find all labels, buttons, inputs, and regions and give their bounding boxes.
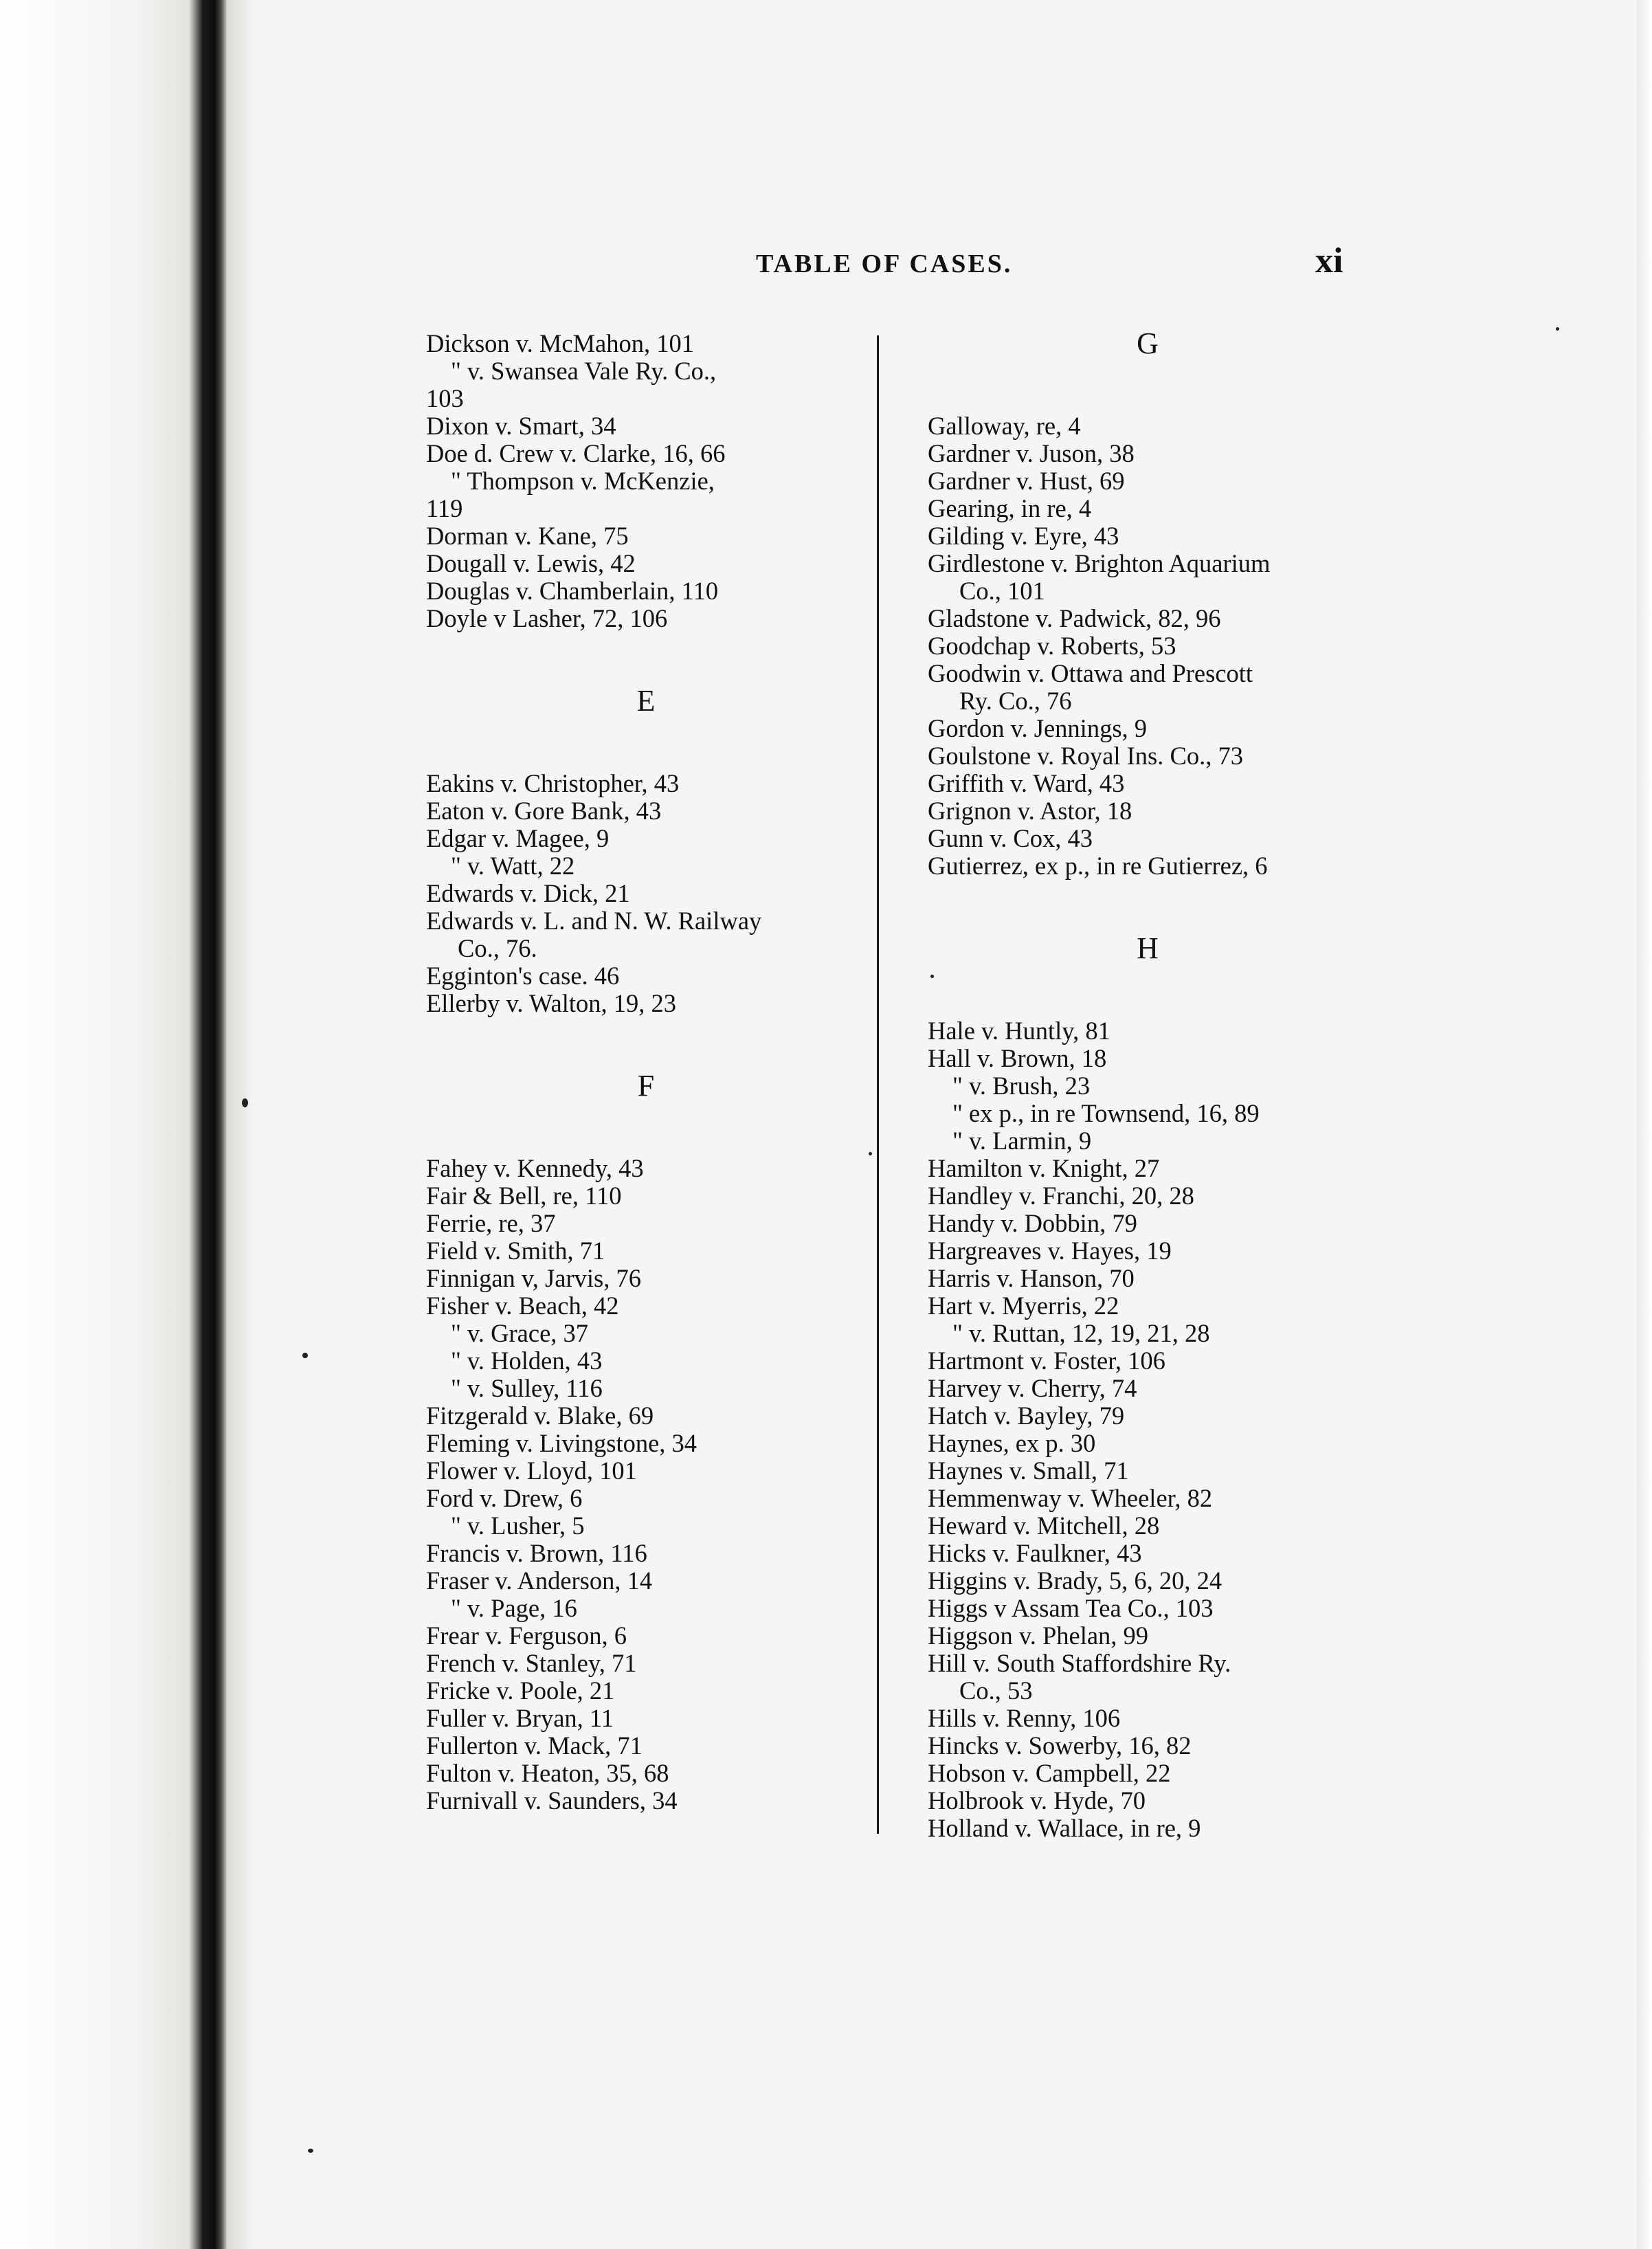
section-spacer bbox=[928, 962, 1368, 1017]
case-entry: Griffith v. Ward, 43 bbox=[928, 769, 1125, 797]
case-entry: " v. Lusher, 5 bbox=[451, 1511, 585, 1540]
case-entry-continuation: Co., 76. bbox=[458, 934, 537, 962]
case-entry: 103 bbox=[426, 384, 464, 412]
case-entry: Gearing, in re, 4 bbox=[928, 494, 1092, 522]
case-entry: Holland v. Wallace, in re, 9 bbox=[928, 1814, 1201, 1842]
page-gutter-shadow bbox=[227, 0, 254, 2249]
case-entry: Field v. Smith, 71 bbox=[426, 1237, 605, 1265]
case-entry: Galloway, re, 4 bbox=[928, 412, 1081, 440]
section-letter: E bbox=[636, 684, 656, 718]
page-speck bbox=[1556, 327, 1559, 331]
page-speck bbox=[242, 1098, 248, 1107]
case-entry: 119 bbox=[426, 494, 463, 522]
case-entry: " ex p., in re Townsend, 16, 89 bbox=[952, 1099, 1260, 1127]
case-entry: Fitzgerald v. Blake, 69 bbox=[426, 1402, 654, 1430]
case-entry: Gardner v. Hust, 69 bbox=[928, 467, 1125, 495]
case-entry: Hemmenway v. Wheeler, 82 bbox=[928, 1484, 1213, 1512]
case-entry: Hatch v. Bayley, 79 bbox=[928, 1402, 1125, 1430]
case-entry: " v. Sulley, 116 bbox=[451, 1374, 603, 1402]
section-letter: G bbox=[1137, 326, 1159, 360]
case-entry: Gunn v. Cox, 43 bbox=[928, 824, 1093, 852]
case-entry: Fraser v. Anderson, 14 bbox=[426, 1566, 653, 1595]
case-entry: Fahey v. Kennedy, 43 bbox=[426, 1154, 644, 1182]
case-entry: Edgar v. Magee, 9 bbox=[426, 824, 610, 852]
section-letter: F bbox=[637, 1069, 655, 1103]
page-speck bbox=[930, 975, 934, 978]
page-speck bbox=[302, 1353, 308, 1358]
case-entry: Hill v. South Staffordshire Ry. bbox=[928, 1649, 1231, 1677]
case-entry: Goodchap v. Roberts, 53 bbox=[928, 632, 1176, 660]
case-entry: Finnigan v, Jarvis, 76 bbox=[426, 1264, 641, 1292]
case-entry: Edwards v. L. and N. W. Railway bbox=[426, 907, 762, 935]
case-entry: Furnivall v. Saunders, 34 bbox=[426, 1786, 678, 1815]
case-entry: Doe d. Crew v. Clarke, 16, 66 bbox=[426, 439, 726, 467]
case-entry: Handley v. Franchi, 20, 28 bbox=[928, 1182, 1194, 1210]
book-binding-edge bbox=[0, 0, 227, 2249]
case-entry: Ellerby v. Walton, 19, 23 bbox=[426, 989, 677, 1017]
case-entry: Fuller v. Bryan, 11 bbox=[426, 1704, 614, 1732]
left-column bbox=[426, 330, 866, 1815]
case-entry-continuation: Co., 53 bbox=[959, 1676, 1033, 1705]
case-entry: Eaton v. Gore Bank, 43 bbox=[426, 797, 662, 825]
case-entry: Girdlestone v. Brighton Aquarium bbox=[928, 549, 1271, 577]
case-entry: Gilding v. Eyre, 43 bbox=[928, 522, 1119, 550]
case-entry: " v. Grace, 37 bbox=[451, 1319, 589, 1347]
section-spacer bbox=[426, 632, 866, 687]
page-speck bbox=[869, 1152, 872, 1155]
section-spacer bbox=[426, 1100, 866, 1155]
section-spacer bbox=[928, 357, 1368, 412]
case-entry: Egginton's case. 46 bbox=[426, 962, 620, 990]
case-entry: Gardner v. Juson, 38 bbox=[928, 439, 1135, 467]
case-entry: Fulton v. Heaton, 35, 68 bbox=[426, 1759, 669, 1787]
case-entry: Handy v. Dobbin, 79 bbox=[928, 1209, 1137, 1237]
case-entry: Grignon v. Astor, 18 bbox=[928, 797, 1132, 825]
case-entry: Gutierrez, ex p., in re Gutierrez, 6 bbox=[928, 852, 1268, 880]
case-entry: Fisher v. Beach, 42 bbox=[426, 1292, 619, 1320]
case-entry: Higgs v Assam Tea Co., 103 bbox=[928, 1594, 1214, 1622]
case-entry: Higgins v. Brady, 5, 6, 20, 24 bbox=[928, 1566, 1223, 1595]
case-entry-continuation: Co., 101 bbox=[959, 577, 1045, 605]
case-entry: Doyle v Lasher, 72, 106 bbox=[426, 604, 668, 632]
case-entry: Harvey v. Cherry, 74 bbox=[928, 1374, 1137, 1402]
case-entry: Gordon v. Jennings, 9 bbox=[928, 714, 1148, 742]
case-entry: " v. Brush, 23 bbox=[952, 1072, 1091, 1100]
page-right-edge bbox=[1637, 0, 1652, 2249]
case-entry: Goulstone v. Royal Ins. Co., 73 bbox=[928, 742, 1243, 770]
case-entry: Hamilton v. Knight, 27 bbox=[928, 1154, 1160, 1182]
case-entry: " v. Page, 16 bbox=[451, 1594, 577, 1622]
case-entry: " Thompson v. McKenzie, bbox=[451, 467, 715, 495]
case-entry: Harris v. Hanson, 70 bbox=[928, 1264, 1135, 1292]
section-spacer bbox=[928, 880, 1368, 935]
case-entry: Gladstone v. Padwick, 82, 96 bbox=[928, 604, 1221, 632]
case-entry: Hicks v. Faulkner, 43 bbox=[928, 1539, 1142, 1567]
case-entry: Eakins v. Christopher, 43 bbox=[426, 769, 680, 797]
case-entry: Haynes v. Small, 71 bbox=[928, 1456, 1129, 1485]
right-column bbox=[928, 326, 1368, 1842]
case-entry: Hincks v. Sowerby, 16, 82 bbox=[928, 1731, 1192, 1760]
page-number: xi bbox=[1315, 241, 1343, 280]
case-entry: Ferrie, re, 37 bbox=[426, 1209, 556, 1237]
case-entry: Dickson v. McMahon, 101 bbox=[426, 329, 694, 357]
case-entry: Dougall v. Lewis, 42 bbox=[426, 549, 636, 577]
section-spacer bbox=[426, 1017, 866, 1072]
case-entry: Higgson v. Phelan, 99 bbox=[928, 1621, 1149, 1650]
case-entry: Heward v. Mitchell, 28 bbox=[928, 1511, 1160, 1540]
case-entry: " v. Larmin, 9 bbox=[952, 1127, 1092, 1155]
case-entry: Hart v. Myerris, 22 bbox=[928, 1292, 1119, 1320]
column-divider bbox=[877, 335, 879, 1834]
section-spacer bbox=[426, 715, 866, 770]
case-entry: " v. Swansea Vale Ry. Co., bbox=[451, 357, 717, 385]
case-entry: Hargreaves v. Hayes, 19 bbox=[928, 1237, 1172, 1265]
case-entry: Hobson v. Campbell, 22 bbox=[928, 1759, 1171, 1787]
case-entry: " v. Holden, 43 bbox=[451, 1347, 603, 1375]
case-entry: Douglas v. Chamberlain, 110 bbox=[426, 577, 719, 605]
section-letter: H bbox=[1137, 931, 1159, 965]
case-entry: Goodwin v. Ottawa and Prescott bbox=[928, 659, 1253, 687]
case-entry: Fullerton v. Mack, 71 bbox=[426, 1731, 643, 1760]
case-entry-continuation: Ry. Co., 76 bbox=[959, 687, 1072, 715]
case-entry: Fair & Bell, re, 110 bbox=[426, 1182, 622, 1210]
case-entry: French v. Stanley, 71 bbox=[426, 1649, 637, 1677]
case-entry: Hartmont v. Foster, 106 bbox=[928, 1347, 1165, 1375]
case-entry: Dorman v. Kane, 75 bbox=[426, 522, 629, 550]
case-entry: Frear v. Ferguson, 6 bbox=[426, 1621, 627, 1650]
case-entry: Hall v. Brown, 18 bbox=[928, 1044, 1107, 1072]
running-header-title: TABLE OF CASES. bbox=[756, 250, 1013, 278]
case-entry: Ford v. Drew, 6 bbox=[426, 1484, 583, 1512]
case-entry: " v. Ruttan, 12, 19, 21, 28 bbox=[952, 1319, 1210, 1347]
case-entry: Fleming v. Livingstone, 34 bbox=[426, 1429, 697, 1457]
case-entry: Francis v. Brown, 116 bbox=[426, 1539, 647, 1567]
page-speck bbox=[308, 2149, 313, 2153]
case-entry: Dixon v. Smart, 34 bbox=[426, 412, 616, 440]
case-entry: " v. Watt, 22 bbox=[451, 852, 575, 880]
case-entry: Fricke v. Poole, 21 bbox=[426, 1676, 615, 1705]
case-entry: Edwards v. Dick, 21 bbox=[426, 879, 630, 907]
case-entry: Flower v. Lloyd, 101 bbox=[426, 1456, 637, 1485]
case-entry: Hills v. Renny, 106 bbox=[928, 1704, 1121, 1732]
case-entry: Hale v. Huntly, 81 bbox=[928, 1017, 1110, 1045]
case-entry: Holbrook v. Hyde, 70 bbox=[928, 1786, 1146, 1815]
case-entry: Haynes, ex p. 30 bbox=[928, 1429, 1096, 1457]
